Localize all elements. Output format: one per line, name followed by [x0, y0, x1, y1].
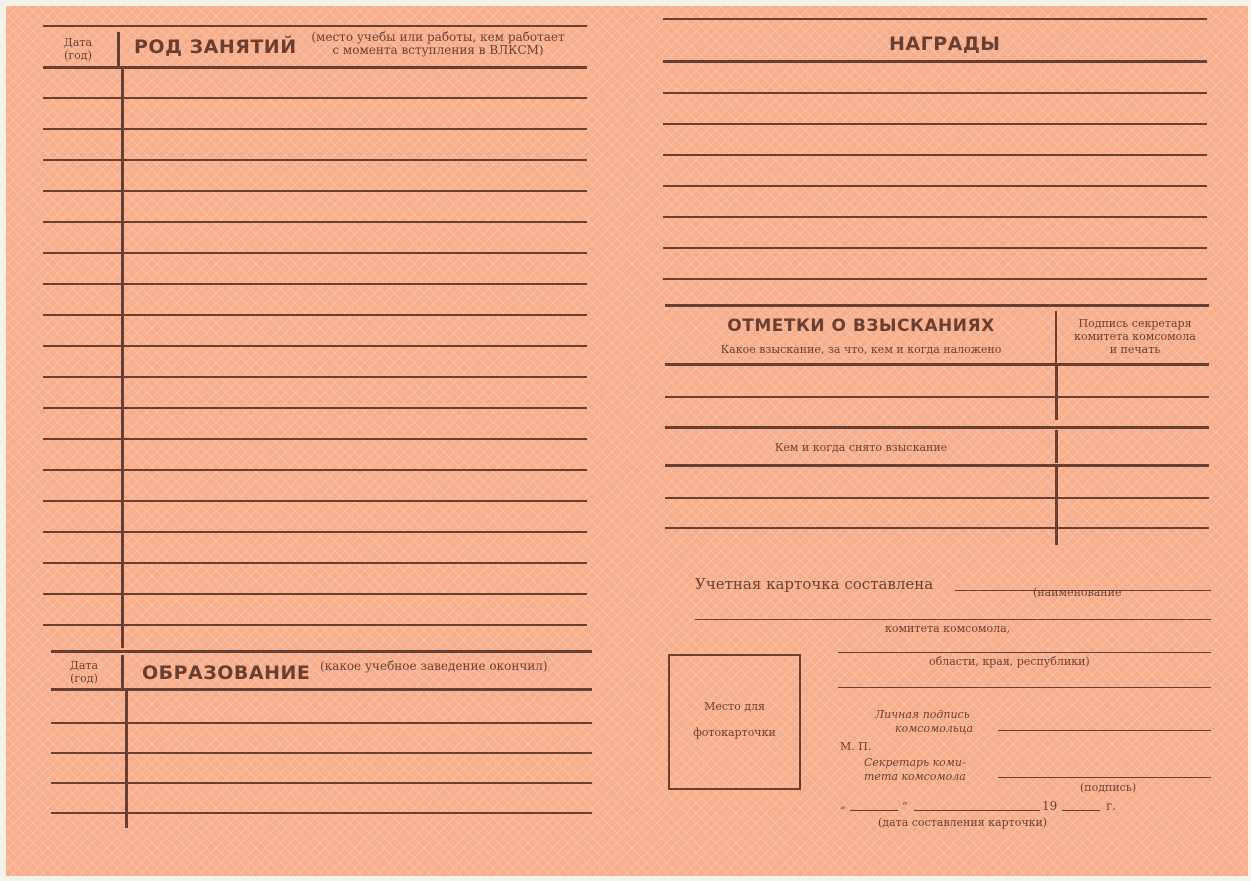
year-suffix: г.	[1106, 799, 1117, 813]
region-line-1[interactable]	[838, 652, 1211, 653]
signature-note: (подпись)	[1080, 781, 1137, 794]
committee-line-2[interactable]	[695, 619, 1211, 620]
day-line[interactable]	[850, 810, 898, 811]
education-note: (какое учебное заведение окончил)	[320, 659, 548, 673]
occupation-date-header: Дата (год)	[63, 36, 93, 62]
signature-column-header: Подпись секретаря комитета комсомола и печать	[1074, 317, 1196, 356]
date-note: (дата составления карточки)	[878, 816, 1048, 829]
awards-title: НАГРАДЫ	[889, 33, 1001, 55]
date-quote-open: „	[840, 798, 846, 811]
membership-card-spread	[6, 6, 1248, 876]
name-note: (наименование	[1033, 586, 1122, 599]
secretary-label: Секретарь коми- тета комсомола	[864, 756, 966, 783]
photo-label: Место для фотокарточки	[693, 700, 776, 739]
penalties-title: ОТМЕТКИ О ВЗЫСКАНИЯХ	[727, 316, 995, 336]
member-signature-line[interactable]	[998, 730, 1211, 731]
member-signature-label: Личная подпись комсомольца	[875, 708, 974, 735]
date-quote-close: “	[902, 800, 908, 813]
compiled-label: Учетная карточка составлена	[695, 575, 934, 593]
secretary-signature-line[interactable]	[998, 777, 1211, 778]
education-date-header: Дата (год)	[69, 659, 99, 685]
month-line[interactable]	[914, 810, 1040, 811]
year-line[interactable]	[1062, 810, 1100, 811]
penalties-subtitle: Какое взыскание, за что, кем и когда наложено	[720, 343, 1002, 356]
region-note: области, края, республики)	[929, 655, 1090, 668]
photo-placeholder	[668, 654, 801, 790]
occupation-title: РОД ЗАНЯТИЙ	[134, 36, 297, 58]
committee-note: комитета комсомола,	[885, 622, 1011, 635]
year-prefix: 19	[1042, 799, 1058, 813]
region-line-2[interactable]	[838, 687, 1211, 688]
occupation-note: (место учебы или работы, кем работает с момента вступления в ВЛКСМ)	[311, 30, 565, 57]
stamp-label: М. П.	[840, 740, 872, 753]
penalty-removed-label: Кем и когда снято взыскание	[774, 441, 948, 454]
education-title: ОБРАЗОВАНИЕ	[142, 662, 311, 684]
